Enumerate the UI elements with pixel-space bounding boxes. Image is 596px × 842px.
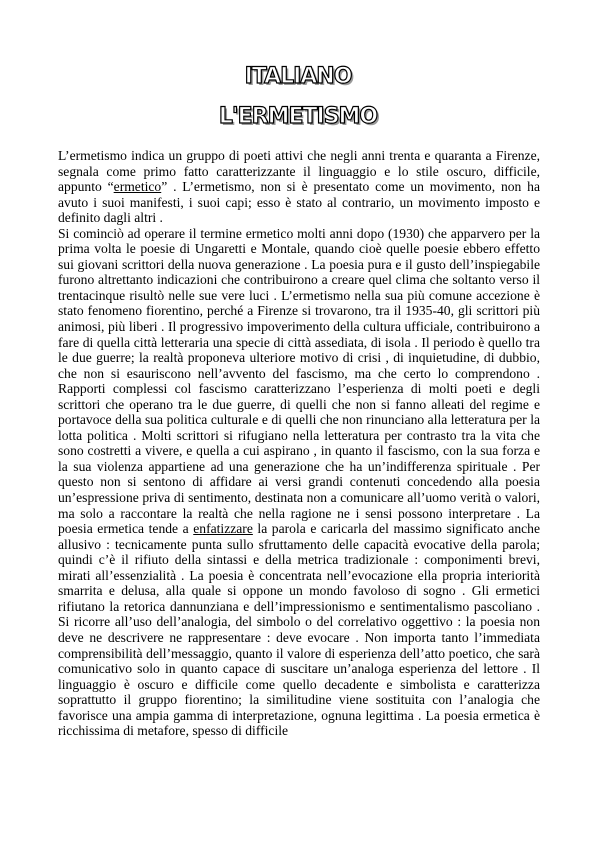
underlined-word-enfatizzare: enfatizzare xyxy=(193,521,253,537)
document-title-topic: L'ERMETISMO xyxy=(218,104,378,129)
paragraph-history xyxy=(58,226,540,739)
document-title-subject: ITALIANO xyxy=(244,64,352,89)
paragraph-history-text-b: la parola e caricarla del massimo significato anche allusivo : tecnicamente punta sullo sfruttamento delle capacità evocative della parola; quindi c’è il rifiuto della sintassi e della metrica tradizionale : componimenti brevi, mirati all’essenzialità . La poesia è concentrata nell’evocazione ella propria interiorità smarrita e delusa, alla quale si oppone un mondo favoloso di sogno . Gli ermetici rifiutano la retorica dannunziana e dell’impressionismo e sentimentalismo pascoliano . Si ricorre all’uso dell’analogia, del simbolo o del correlativo oggettivo : la poesia non deve ne descrivere ne rappresentare : deve evocare . Non importa tanto l’immediata comprensibilità dell’messaggio, quanto il valore di esperienza dell’atto poetico, che sarà comunicativo solo in quanto capace di suscitare un’analoga esperienza del lettore . Il linguaggio è oscuro e difficile come quello decadente e simbolista e caratterizza soprattutto il gruppo fiorentino; la similitudine viene sostituita con l’analogia che favorisce una ampia gamma di interpretazione, ognuna legittima . La poesia ermetica è ricchissima di metafore, spesso di difficile xyxy=(58,521,540,739)
paragraph-history-text-a: Si cominciò ad operare il termine ermetico molti anni dopo (1930) che apparvero per la prima volta le poesie di Ungaretti e Montale, quando cioè quelle poesie ebbero effetto sui giovani scrittori della nuova generazione . La poesia pura e il gusto dell’inspiegabile furono altrettanto indicazioni che contribuirono a creare quel clima che soltanto verso il trentacinque risultò nelle sue vere luci . L’ermetismo nella sua più comune accezione è stato fenomeno fiorentino, perché a Firenze si trovarono, tra il 1935-40, gli scrittori più animosi, più liberi . Il progressivo impoverimento della cultura ufficiale, contribuirono a fare di quella città letteraria una specie di città assediata, di isola . Il periodo è quello tra le due guerre; la realtà proponeva ulteriore motivo di crisi , di inquietudine, di dubbio, che non si esauriscono nell’avvento del fascismo, ma che certo lo comprendono . Rapporti complessi col fascismo caratterizzano l’esperienza di molti poeti e degli scrittori che operano tra le due guerre, di quelli che non si fanno alleati del regime e portavoce della sua politica culturale e di quelli che non rinunciano alla letteratura per la lotta politica . Molti scrittori si rifugiano nella letteratura per contrasto tra la vita che sono costretti a vivere, e quella a cui aspirano , in quanto il fascismo, con la sua forza e la sua violenza appartiene ad una generazione che ha un’indifferenza spirituale . Per questo non si sentono di affidare ai versi grandi contenuti concedendo alla poesia un’espressione priva di sentimento, destinata non a comunicare all’uomo verità o valori, ma solo a raccontare la realtà che nella ragione ne i sensi possono interpretare . La poesia ermetica tende a xyxy=(58,225,540,537)
paragraph-intro-text-b: ” . L’ermetismo, non si è presentato come un movimento, non ha avuto i suoi manifesti, i suoi capi; esso è stato al contrario, un movimento imposto e definito dagli altri . xyxy=(58,179,540,226)
underlined-word-ermetico: ermetico xyxy=(113,179,162,195)
paragraph-intro-text-a: L’ermetismo indica un gruppo di poeti attivi che negli anni trenta e quaranta a Firenze, segnala come primo fatto caratterizzante il linguaggio e lo stile oscuro, difficile, appunto “ xyxy=(58,148,540,195)
paragraph-intro xyxy=(58,148,540,226)
document-body xyxy=(58,148,540,739)
